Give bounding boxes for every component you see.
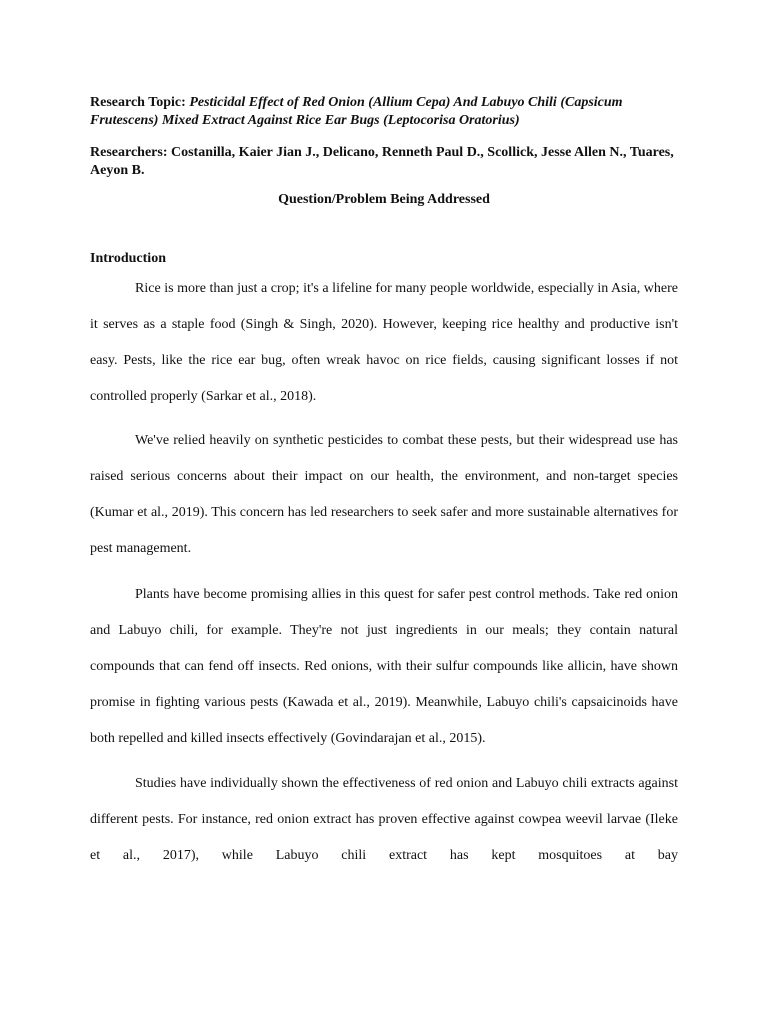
paragraph: Plants have become promising allies in this quest for safer pest control methods. Take red onion and Labuyo chili, for example. They're not just ingredients in our meals; they contain natural compounds that can fend off insects. Red onions, with their sulfur compounds like allicin, have shown promise in fighting various pests (Kawada et al., 2019). Meanwhile, Labuyo chili's capsaicinoids have both repelled and killed insects effectively (Govindarajan et al., 2015).: [90, 587, 678, 746]
section-title: Question/Problem Being Addressed: [278, 192, 490, 207]
paragraph: Rice is more than just a crop; it's a lifeline for many people worldwide, especially in Asia, where it serves as a staple food (Singh & Singh, 2020). However, keeping rice healthy and productive isn't easy. Pests, like the rice ear bug, often wreak havoc on rice fields, causing significant losses if not controlled properly (Sarkar et al., 2018).: [90, 281, 678, 404]
researchers-label: Researchers:: [90, 145, 168, 160]
topic-label: Research Topic:: [90, 95, 186, 110]
researchers-names: Costanilla, Kaier Jian J., Delicano, Renneth Paul D., Scollick, Jesse Allen N., Tuares, Aeyon B.: [90, 145, 674, 178]
research-topic: [90, 94, 678, 130]
topic-title: Pesticidal Effect of Red Onion (Allium Cepa) And Labuyo Chili (Capsicum Frutescens) Mixed Extract Against Rice Ear Bugs (Leptocorisa Oratorius): [90, 95, 623, 128]
paragraph: Studies have individually shown the effectiveness of red onion and Labuyo chili extracts against different pests. For instance, red onion extract has proven effective against cowpea weevil larvae (Ileke et al., 2017), while Labuyo chili extract has kept mosquitoes at bay: [90, 776, 678, 863]
researchers: [90, 144, 678, 180]
introduction-heading: Introduction: [90, 251, 166, 266]
paragraph: We've relied heavily on synthetic pesticides to combat these pests, but their widespread use has raised serious concerns about their impact on our health, the environment, and non-target species (Kumar et al., 2019). This concern has led researchers to seek safer and more sustainable alternatives for pest management.: [90, 433, 678, 556]
